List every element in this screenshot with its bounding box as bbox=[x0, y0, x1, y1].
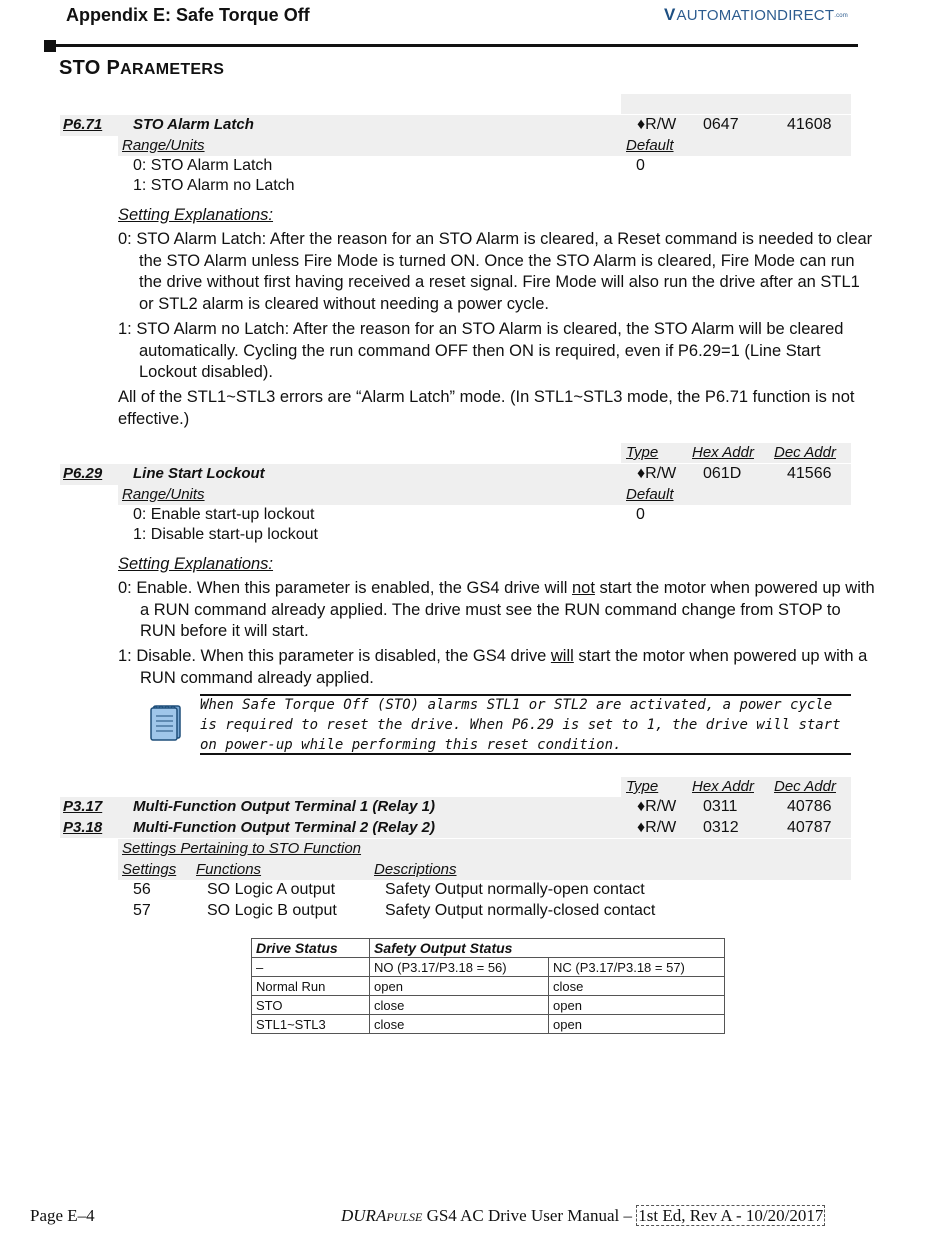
param-name-p318: Multi-Function Output Terminal 2 (Relay 2) bbox=[133, 819, 435, 836]
addr-header-shade bbox=[621, 94, 851, 114]
explanation-item bbox=[118, 578, 875, 643]
emphasis-not: not bbox=[571, 579, 595, 597]
param-code-p671: P6.71 bbox=[63, 116, 103, 133]
range-item: 0: Enable start-up lockout bbox=[133, 506, 315, 523]
manual-title bbox=[341, 1206, 825, 1226]
table-cell: – bbox=[252, 958, 370, 977]
table-cell: open bbox=[370, 977, 549, 996]
param-hex-p317: 0311 bbox=[703, 798, 738, 815]
table-header-cell: Safety Output Status bbox=[370, 939, 725, 958]
param-dec-p671: 41608 bbox=[787, 116, 832, 133]
setting-description: Safety Output normally-closed contact bbox=[385, 902, 656, 919]
setting-function: SO Logic A output bbox=[207, 881, 336, 898]
explanation-text: start the motor when powered up with a RUN command already applied. bbox=[140, 647, 868, 687]
table-header-row bbox=[252, 939, 725, 958]
default-value-p671: 0 bbox=[636, 157, 645, 174]
param-code-p318: P3.18 bbox=[63, 819, 103, 836]
explanation-text: 1: Disable. When this parameter is disabled, the GS4 drive bbox=[118, 647, 551, 665]
explanation-item: 0: STO Alarm Latch: After the reason for an STO Alarm is cleared, a Reset command is needed to clear the STO Alarm unless Fire Mode is turned ON. Once the STO Alarm is cleared, Fire Mode can run the drive without first having received a reset signal. Fire Mode will also run the drive after an STL1 or STL2 alarm is cleared without needing a power cycle. bbox=[118, 230, 873, 313]
table-cell: Normal Run bbox=[252, 977, 370, 996]
safety-output-status-table bbox=[251, 938, 725, 1034]
range-item: 1: Disable start-up lockout bbox=[133, 526, 318, 543]
dec-addr-header: Dec Addr bbox=[774, 778, 836, 795]
dec-addr-header: Dec Addr bbox=[774, 444, 836, 461]
table-cell: STL1~STL3 bbox=[252, 1015, 370, 1034]
hex-addr-header: Hex Addr bbox=[692, 778, 754, 795]
range-row-shade bbox=[118, 485, 851, 505]
logo-text: AUTOMATIONDIRECT bbox=[676, 7, 835, 24]
table-cell: close bbox=[370, 1015, 549, 1034]
edition-box: 1st Ed, Rev A - 10/20/2017 bbox=[638, 1206, 824, 1225]
emphasis-will: will bbox=[550, 647, 574, 665]
section-title bbox=[59, 57, 224, 80]
type-header: Type bbox=[626, 444, 659, 461]
setting-explanations-label: Setting Explanations: bbox=[118, 555, 274, 573]
section-title-big: STO P bbox=[59, 57, 121, 79]
setting-value: 57 bbox=[133, 902, 151, 919]
param-name-p317: Multi-Function Output Terminal 1 (Relay 1) bbox=[133, 798, 435, 815]
table-cell: NO (P3.17/P3.18 = 56) bbox=[370, 958, 549, 977]
header-rule bbox=[44, 44, 858, 47]
section-title-small: ARAMETERS bbox=[120, 61, 225, 78]
explanation-text: start the motor when powered up with a RUN command already applied. The drive must see the RUN command change from STOP to RUN before it will start. bbox=[140, 579, 875, 640]
manual-name: GS4 AC Drive User Manual – bbox=[422, 1206, 637, 1225]
page-number: Page E–4 bbox=[30, 1206, 95, 1225]
sto-settings-label: Settings Pertaining to STO Function bbox=[122, 840, 362, 857]
param-dec-p318: 40787 bbox=[787, 819, 832, 836]
table-row bbox=[252, 958, 725, 977]
setting-description: Safety Output normally-open contact bbox=[385, 881, 645, 898]
param-hex-p629: 061D bbox=[703, 465, 742, 482]
default-value-p629: 0 bbox=[636, 506, 645, 523]
page-header-title: Appendix E: Safe Torque Off bbox=[66, 5, 310, 25]
param-dec-p317: 40786 bbox=[787, 798, 832, 815]
descriptions-col-header: Descriptions bbox=[374, 861, 457, 878]
range-item: 0: STO Alarm Latch bbox=[133, 157, 273, 174]
range-item: 1: STO Alarm no Latch bbox=[133, 177, 295, 194]
table-header-cell: Drive Status bbox=[252, 939, 370, 958]
param-hex-p318: 0312 bbox=[703, 819, 739, 836]
param-name-p629: Line Start Lockout bbox=[133, 465, 265, 482]
default-header: Default bbox=[626, 137, 674, 154]
table-cell: close bbox=[370, 996, 549, 1015]
param-type-p317: ♦R/W bbox=[637, 798, 677, 815]
logo-suffix: .com bbox=[834, 13, 849, 20]
table-row bbox=[252, 977, 725, 996]
brand-name: DURA bbox=[341, 1206, 387, 1225]
functions-col-header: Functions bbox=[196, 861, 262, 878]
hex-addr-header: Hex Addr bbox=[692, 444, 754, 461]
explanation-text: 0: Enable. When this parameter is enabled, the GS4 drive will bbox=[118, 579, 572, 597]
automationdirect-logo bbox=[664, 5, 848, 25]
sto-note: When Safe Torque Off (STO) alarms STL1 or STL2 are activated, a power cycle is required to reset the drive. When P6.29 is set to 1, the drive will start on power-up while performing this reset condition. bbox=[200, 697, 841, 753]
table-cell: STO bbox=[252, 996, 370, 1015]
type-header: Type bbox=[626, 778, 659, 795]
settings-col-header: Settings bbox=[122, 861, 177, 878]
table-cell: close bbox=[549, 977, 725, 996]
setting-function: SO Logic B output bbox=[207, 902, 337, 919]
param-type-p629: ♦R/W bbox=[637, 465, 677, 482]
range-row-shade bbox=[118, 136, 851, 156]
setting-explanations-label: Setting Explanations: bbox=[118, 206, 274, 224]
note-bottom-rule bbox=[200, 753, 851, 755]
param-name-p671: STO Alarm Latch bbox=[133, 116, 254, 133]
logo-mark-icon: V bbox=[664, 5, 676, 24]
param-code-p317: P3.17 bbox=[63, 798, 103, 815]
range-units-header: Range/Units bbox=[122, 137, 205, 154]
setting-value: 56 bbox=[133, 881, 151, 898]
param-code-p629: P6.29 bbox=[63, 465, 103, 482]
explanation-item bbox=[118, 646, 875, 689]
table-row bbox=[252, 1015, 725, 1034]
param-type-p318: ♦R/W bbox=[637, 819, 677, 836]
table-cell: open bbox=[549, 1015, 725, 1034]
table-cell: NC (P3.17/P3.18 = 57) bbox=[549, 958, 725, 977]
param-type-p671: ♦R/W bbox=[637, 116, 677, 133]
explanation-item: 1: STO Alarm no Latch: After the reason for an STO Alarm is cleared, the STO Alarm will be cleared automatically. Cycling the run command OFF then ON is required, even if P6.29=1 (Line Start Lockout disabled). bbox=[118, 320, 844, 381]
range-units-header: Range/Units bbox=[122, 486, 205, 503]
notebook-icon bbox=[148, 702, 184, 742]
brand-name-small: PULSE bbox=[386, 1210, 423, 1224]
table-row bbox=[252, 996, 725, 1015]
param-hex-p671: 0647 bbox=[703, 116, 739, 133]
latch-footnote: All of the STL1~STL3 errors are “Alarm Latch” mode. (In STL1~STL3 mode, the P6.71 function is not effective.) bbox=[118, 388, 855, 428]
table-cell: open bbox=[549, 996, 725, 1015]
param-dec-p629: 41566 bbox=[787, 465, 832, 482]
default-header: Default bbox=[626, 486, 674, 503]
